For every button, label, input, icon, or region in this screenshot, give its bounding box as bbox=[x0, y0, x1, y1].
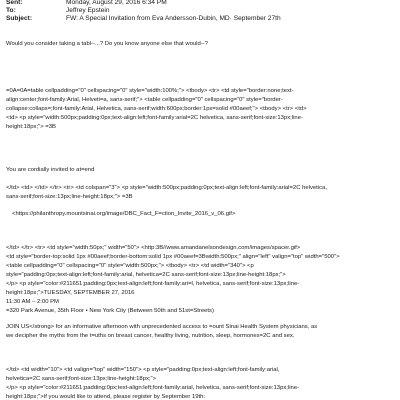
code-line: sans-serif;font-size:13px;line-height:18px;"> =3B bbox=[6, 194, 133, 200]
code-line: height:18px;">If you would like to attend, please register by September 19th: bbox=[6, 394, 206, 400]
event-time: 11:30 AM – 2:00 PM bbox=[6, 299, 59, 305]
code-line: <td style="border-top:solid 1px #00aeef;border-bottom:solid 1px #00aeef=3Bwidth:500px;" align="left" valign="top" width="500"> bbox=[6, 254, 340, 260]
code-line: =0A=0A=table cellpadding="0" cellspacing="0" style="width:100%;"> <tbody> <tr> <td style="border:none;text- bbox=[6, 88, 294, 94]
sent-label: Sent: bbox=[6, 0, 23, 6]
code-line: </p> <p style="color:#211651;padding:0px;text-align:left;font-family:arial, helvetica, sans-serif;font-size:13px;line- bbox=[6, 385, 300, 391]
subject-value: FW: A Special Invitation from Eva Andersson-Dubin, MD· September 27th bbox=[66, 15, 281, 22]
to-label: To: bbox=[6, 7, 16, 14]
code-line: </td> </tr> <tr> <td style="width:50px;" width="50"> <http:3B//www.amandanelsondesign.com/images/spacer.gif> bbox=[6, 245, 301, 251]
code-line: align:center;font-family:Arial, Helveti=a, sans-serif;"> <table cellpadding="0" cellspacing="0" style="border- bbox=[6, 97, 283, 103]
sent-value: Monday, August 29, 2016 6:34 PM bbox=[66, 0, 167, 6]
code-line: </td> <td width="10"> <td valign="top" width="150"> <p style="padding:0px;text-align:left;font-family:arial, bbox=[6, 367, 280, 373]
event-date: height:18px;">TUESDAY, SEPTEMBER 27, 2016 bbox=[6, 290, 135, 296]
code-line: style="padding:0px;text-align:left;font-family:arial, helvetica=2C sans-serif;font-size:13px;line-height:18px;"> bbox=[6, 272, 286, 278]
intro-line: Would you consider taking a tabl--...? Do you know anyone else that would--? bbox=[6, 41, 208, 47]
code-line: helvetica=2C sans-serif;font-size:13px;line-height:18px;"> bbox=[6, 376, 157, 382]
sent-row bbox=[6, 0, 396, 7]
code-line: <table cellpadding="0" cellspacing="0" style="width:500px;"> <tbody> <tr> <td width="340"> <p bbox=[6, 263, 254, 269]
to-row bbox=[6, 7, 396, 15]
subject-label: Subject: bbox=[6, 15, 33, 22]
invite-line: You are cordially invited to at=end bbox=[6, 167, 95, 173]
code-line: </td> <td> </td> </tr> <tr> <td colspan="3"> <p style="width:500px;padding:0px;text-align:left;font-family:arial=2C helvetica, bbox=[6, 185, 327, 191]
subject-row bbox=[6, 15, 396, 23]
to-value: Jeffrey Epstein bbox=[66, 7, 110, 14]
code-line: height:18px;"> =3B bbox=[6, 124, 56, 130]
join-line: JOIN US</strong> for an informative afternoon with unprecedented access to =ount Sinai Health System physicians, as bbox=[6, 324, 318, 330]
join-line: we decipher the myths from the t=uths on breast cancer, healthy living, nutrition, sleep, hormones=2C and sex. bbox=[6, 333, 295, 339]
image-link[interactable]: <https://philanthropy.mountsinai.org/image/DBC_Fact_F=ction_Invite_2016_v_06.gif> bbox=[12, 211, 236, 217]
code-line: <td> <p style="width:500px;padding:0px;text-align:left;font-family:arial=2C helvetica, sans-serif;font-size:13px;line- bbox=[6, 115, 303, 121]
event-address: =320 Park Avenue, 35th Floor • New York City (Between 50th and 51st=Streets) bbox=[6, 308, 214, 314]
code-line: </p> <p style="color:#211651;padding:0px;text-align:left;font-family:ari=l, helvetica, sans-serif;font-size:13px;line- bbox=[6, 281, 300, 287]
code-line: collapse:collaps=;font-family:Arial, Helvetica, sans-serif;width:600px;border:1px=solid #00aeef;"> <tbody> <tr> <td> bbox=[6, 106, 307, 112]
